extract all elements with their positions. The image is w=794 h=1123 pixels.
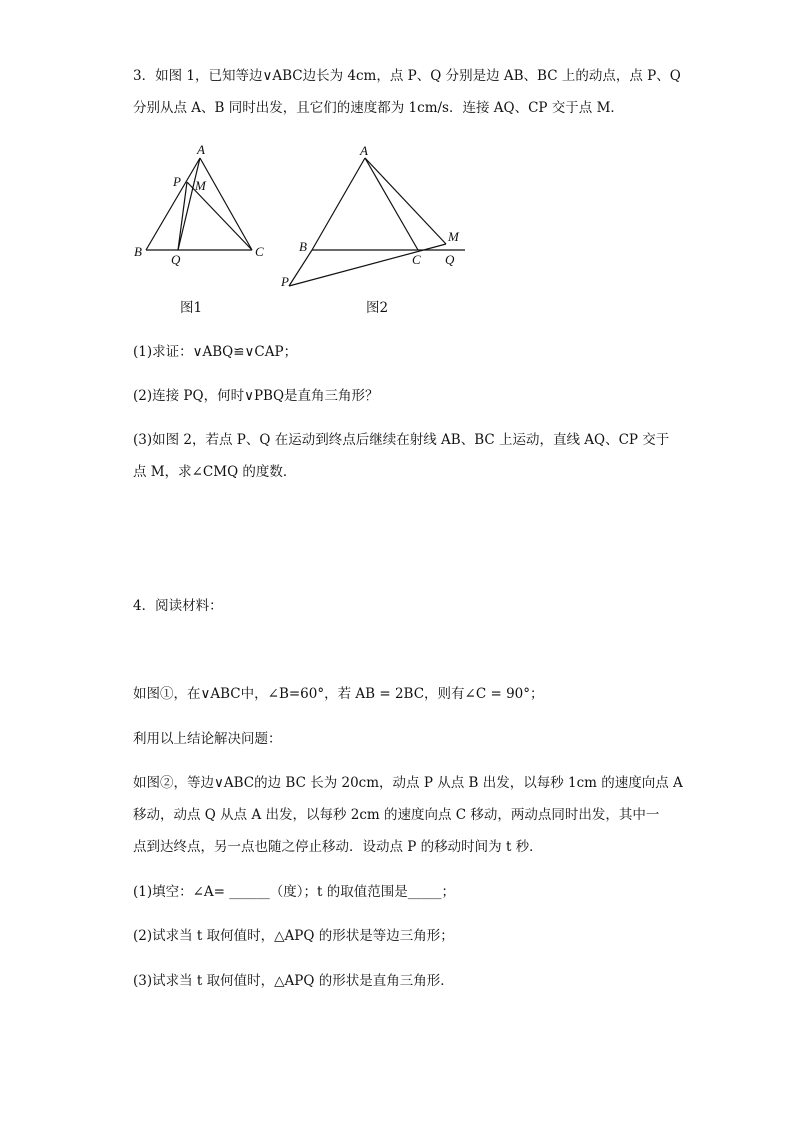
- fig1-label-q: Q: [171, 252, 181, 267]
- fig1-label-b: B: [134, 244, 142, 259]
- fig2-label-c: C: [412, 252, 421, 267]
- problem4-question-2: (2)试求当 t 取何值时，△APQ 的形状是等边三角形；: [133, 928, 454, 944]
- problem3-intro-line2: 分别从点 A、B 同时出发，且它们的速度都为 1cm/s．连接 AQ、CP 交于点 M．: [133, 100, 624, 116]
- fig2-side-ac: [365, 158, 418, 250]
- problem4-paragraph-line1: 如图②，等边∨ABC的边 BC 长为 20cm，动点 P 从点 B 出发，以每秒 1cm 的速度向点 A: [133, 775, 683, 791]
- fig1-label-a: A: [197, 142, 205, 157]
- figure-1-caption: 图1: [180, 300, 203, 316]
- fig1-label-c: C: [255, 244, 264, 259]
- problem3-question-2: (2)连接 PQ，何时∨PBQ是直角三角形？: [133, 388, 379, 404]
- fig2-side-ab: [312, 158, 365, 250]
- problem3-question-3-line1: (3)如图 2，若点 P、Q 在运动到终点后继续在射线 AB、BC 上运动，直线 AQ、CP 交于: [133, 432, 670, 448]
- fig1-side-ab: [146, 158, 200, 250]
- problem4-question-1: (1)填空：∠A= ______（度）；t 的取值范围是_____；: [133, 884, 456, 900]
- problem3-question-1: (1)求证：∨ABQ≌∨CAP；: [133, 344, 298, 360]
- fig2-label-m: M: [448, 229, 459, 244]
- problem4-question-3: (3)试求当 t 取何值时，△APQ 的形状是直角三角形．: [133, 973, 454, 989]
- figure-2: [280, 140, 480, 295]
- fig2-line-aq: [365, 158, 446, 244]
- problem4-paragraph-line2: 移动，动点 Q 从点 A 出发，以每秒 2cm 的速度向点 C 移动，两动点同时出发，其中一: [133, 807, 660, 823]
- fig2-label-b: B: [299, 239, 307, 254]
- fig1-segment-aq: [178, 158, 200, 250]
- figure-2-caption: 图2: [366, 300, 389, 316]
- problem4-use-conclusion: 利用以上结论解决问题：: [133, 731, 282, 747]
- fig2-label-p: P: [281, 274, 289, 289]
- fig1-label-p: P: [173, 174, 181, 189]
- problem4-material: 如图①，在∨ABC中，∠B=60°，若 AB = 2BC，则有∠C = 90°；: [133, 686, 544, 702]
- problem3-question-3-line2: 点 M，求∠CMQ 的度数．: [133, 464, 297, 480]
- problem4-paragraph-line3: 点到达终点，另一点也随之停止移动．设动点 P 的移动时间为 t 秒．: [133, 839, 543, 855]
- problem4-heading: 4．阅读材料：: [133, 598, 223, 614]
- fig2-label-q: Q: [445, 252, 455, 267]
- problem3-intro-line1: 3．如图 1，已知等边∨ABC边长为 4cm，点 P、Q 分别是边 AB、BC 上的动点，点 P、Q: [133, 68, 681, 84]
- fig2-label-a: A: [360, 143, 368, 158]
- fig1-label-m: M: [195, 178, 206, 193]
- figure-1: [128, 140, 278, 270]
